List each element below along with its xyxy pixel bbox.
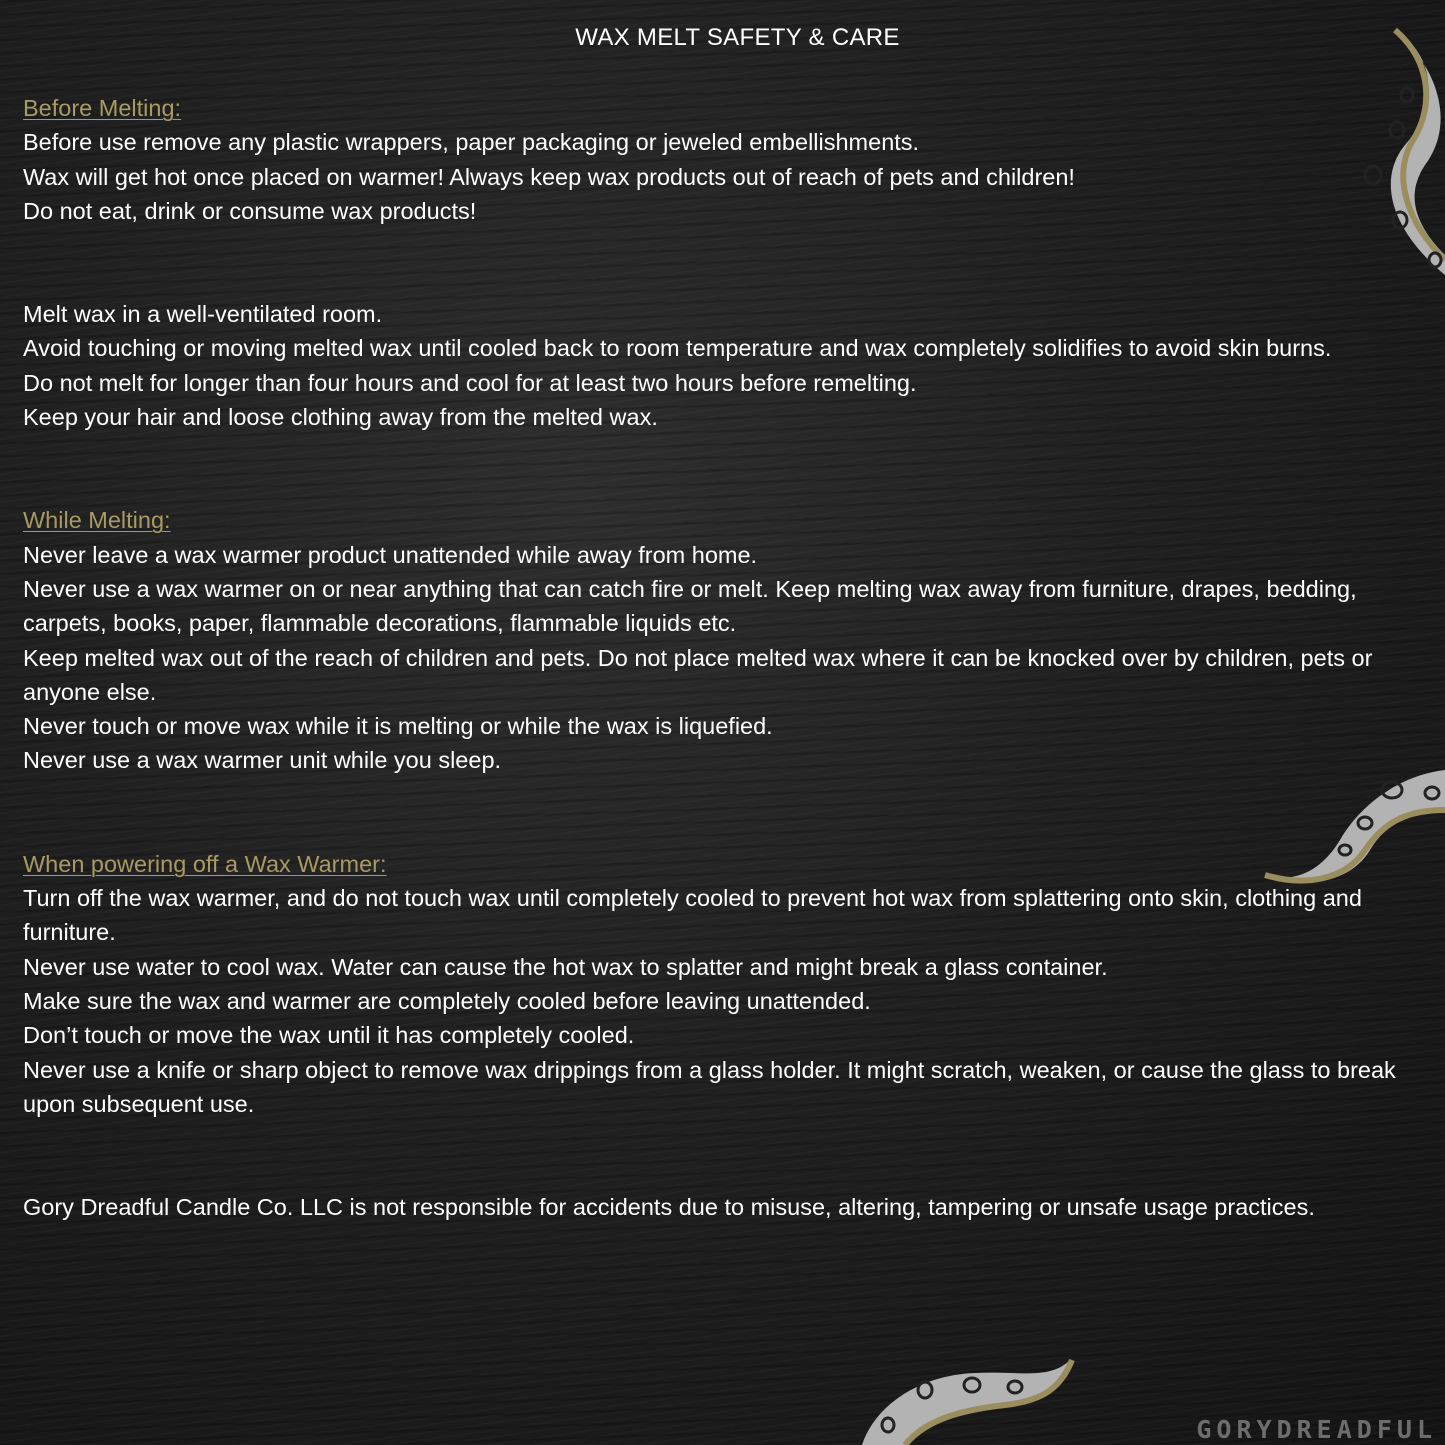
spacer (23, 228, 1443, 297)
before-line-6: Do not melt for longer than four hours and cool for at least two hours before remelting. (23, 369, 917, 396)
before-line-3: Do not eat, drink or consume wax products! (23, 197, 477, 224)
before-line-4: Melt wax in a well-ventilated room. (23, 301, 383, 328)
while-line-5: Never use a wax warmer unit while you sleep. (23, 747, 502, 774)
off-line-1: Turn off the wax warmer, and do not touch wax until completely cooled to prevent hot wax from splattering onto skin, clothing and furniture. (23, 885, 1362, 946)
sucker (1401, 88, 1413, 102)
spacer (23, 434, 1443, 503)
off-line-3: Make sure the wax and warmer are completely cooled before leaving unattended. (23, 987, 871, 1014)
heading-while-melting: While Melting: (23, 507, 171, 534)
before-line-5: Avoid touching or moving melted wax until cooled back to room temperature and wax completely solidifies to avoid skin burns. (23, 335, 1332, 362)
before-line-1: Before use remove any plastic wrappers, paper packaging or jeweled embellishments. (23, 129, 920, 156)
off-line-4: Don’t touch or move the wax until it has completely cooled. (23, 1022, 635, 1049)
tentacle-body (1391, 30, 1445, 275)
before-line-7: Keep your hair and loose clothing away from the melted wax. (23, 404, 658, 431)
while-line-1: Never leave a wax warmer product unattended while away from home. (23, 541, 758, 568)
tentacle-icon (1260, 765, 1445, 890)
sucker (1365, 166, 1381, 184)
sucker (1390, 122, 1404, 138)
off-line-2: Never use water to cool wax. Water can cause the hot wax to splatter and might break a glass container. (23, 953, 1108, 980)
disclaimer: Gory Dreadful Candle Co. LLC is not responsible for accidents due to misuse, altering, tampering or unsafe usage practices. (23, 1194, 1315, 1221)
tentacle-icon (860, 1355, 1075, 1445)
tentacle-body (862, 1360, 1070, 1445)
while-line-4: Never touch or move wax while it is melting or while the wax is liquefied. (23, 713, 773, 740)
tentacle-icon (1345, 25, 1445, 285)
page-title: WAX MELT SAFETY & CARE (575, 24, 900, 51)
while-line-3: Keep melted wax out of the reach of children and pets. Do not place melted wax where it can be knocked over by children, pets or anyone else. (23, 644, 1373, 705)
spacer (23, 778, 1443, 847)
off-line-5: Never use a knife or sharp object to remove wax drippings from a glass holder. It might scratch, weaken, or cause the glass to break upon subsequent use. (23, 1056, 1396, 1117)
heading-before-melting: Before Melting: (23, 95, 182, 121)
while-line-2: Never use a wax warmer on or near anything that can catch fire or melt. Keep melting wax away from furniture, drapes, bedding, carpets, books, paper, flammable decorations, flammable liquids etc. (23, 575, 1357, 637)
before-line-2: Wax will get hot once placed on warmer! Always keep wax products out of reach of pets and children! (23, 163, 1075, 190)
brand-watermark: GORYDREADFUL (1196, 1415, 1437, 1444)
spacer (23, 1121, 1443, 1190)
heading-powering-off: When powering off a Wax Warmer: (23, 850, 387, 877)
content (23, 91, 1443, 1224)
